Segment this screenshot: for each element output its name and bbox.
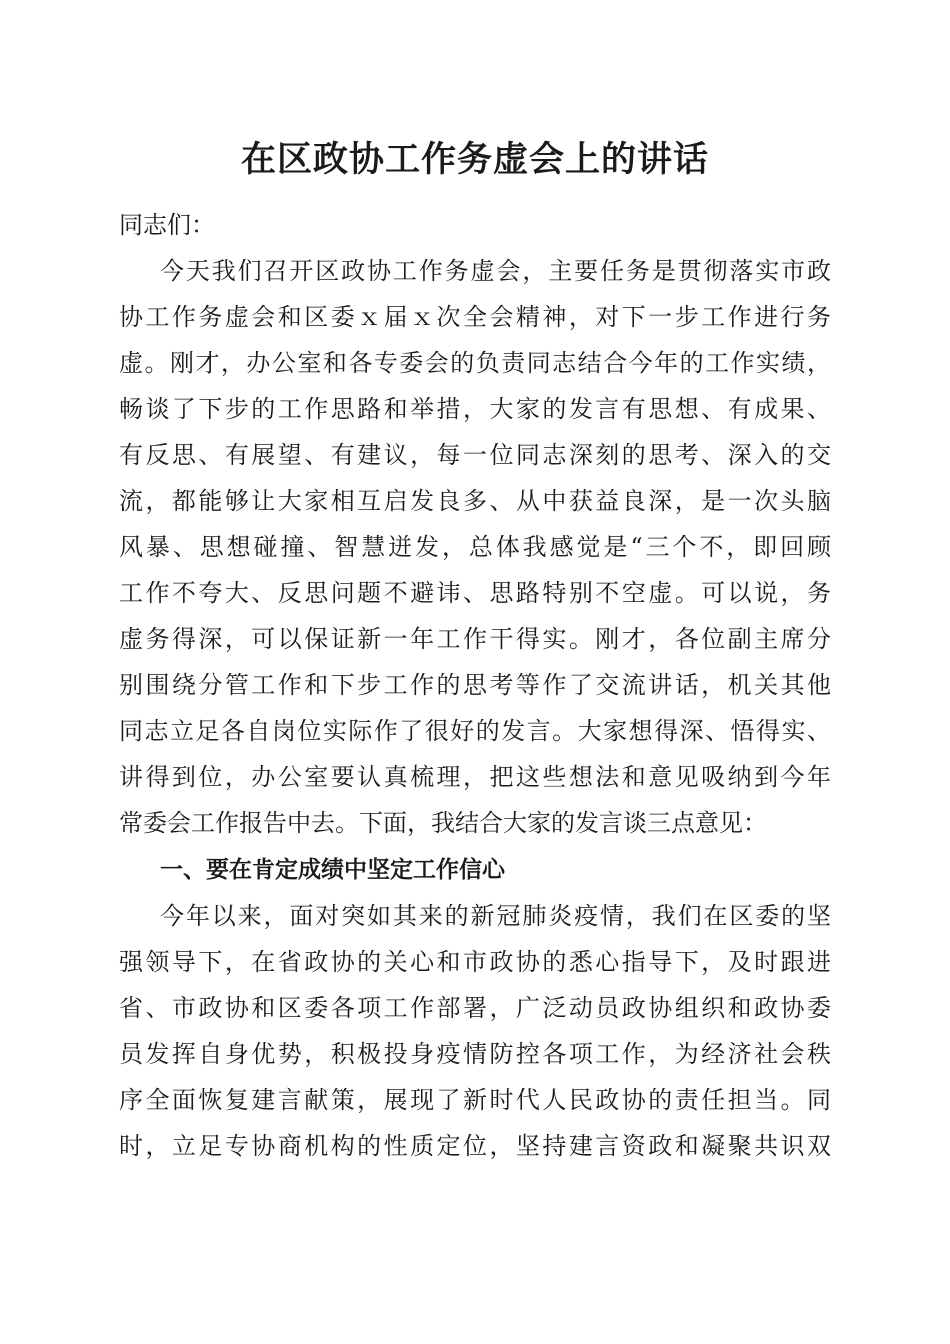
paragraph-1-line: 常委会工作报告中去。下面，我结合大家的发言谈三点意见： (119, 809, 767, 837)
paragraph-2-line: 序全面恢复建言献策，展现了新时代人民政协的责任担当。同 (119, 1086, 831, 1114)
paragraph-1-line: 有反思、有展望、有建议，每一位同志深刻的思考、深入的交 (119, 441, 831, 469)
document-title: 在区政协工作务虚会上的讲话 (240, 139, 709, 180)
paragraph-1-line: 协工作务虚会和区委ｘ届ｘ次全会精神，对下一步工作进行务 (119, 303, 831, 331)
paragraph-2-line: 强领导下，在省政协的关心和市政协的悉心指导下，及时跟进 (119, 948, 831, 976)
paragraph-1-line: 工作不夸大、反思问题不避讳、思路特别不空虚。可以说，务 (119, 579, 831, 607)
paragraph-1-line: 今天我们召开区政协工作务虚会，主要任务是贯彻落实市政 (160, 257, 831, 285)
paragraph-1-line: 别围绕分管工作和下步工作的思考等作了交流讲话，机关其他 (119, 671, 831, 699)
paragraph-1-line: 同志立足各自岗位实际作了很好的发言。大家想得深、悟得实、 (119, 717, 831, 745)
paragraph-1-line: 讲得到位，办公室要认真梳理，把这些想法和意见吸纳到今年 (119, 763, 831, 791)
paragraph-1-line: 虚务得深，可以保证新一年工作干得实。刚才，各位副主席分 (119, 625, 831, 653)
section-heading: 一、要在肯定成绩中坚定工作信心 (160, 857, 505, 883)
paragraph-2-line: 省、市政协和区委各项工作部署，广泛动员政协组织和政协委 (119, 994, 831, 1022)
paragraph-1-line: 虚。刚才，办公室和各专委会的负责同志结合今年的工作实绩， (119, 349, 831, 377)
paragraph-1-line: 风暴、思想碰撞、智慧迸发，总体我感觉是“三个不，即回顾 (119, 533, 831, 561)
paragraph-1-line: 流，都能够让大家相互启发良多、从中获益良深，是一次头脑 (119, 487, 831, 515)
paragraph-2-line: 员发挥自身优势，积极投身疫情防控各项工作，为经济社会秩 (119, 1040, 831, 1068)
paragraph-1-line: 畅谈了下步的工作思路和举措，大家的发言有思想、有成果、 (119, 395, 831, 423)
paragraph-2-line: 今年以来，面对突如其来的新冠肺炎疫情，我们在区委的坚 (160, 902, 831, 930)
salutation: 同志们： (119, 211, 215, 239)
paragraph-2-line: 时，立足专协商机构的性质定位，坚持建言资政和凝聚共识双 (119, 1132, 831, 1160)
